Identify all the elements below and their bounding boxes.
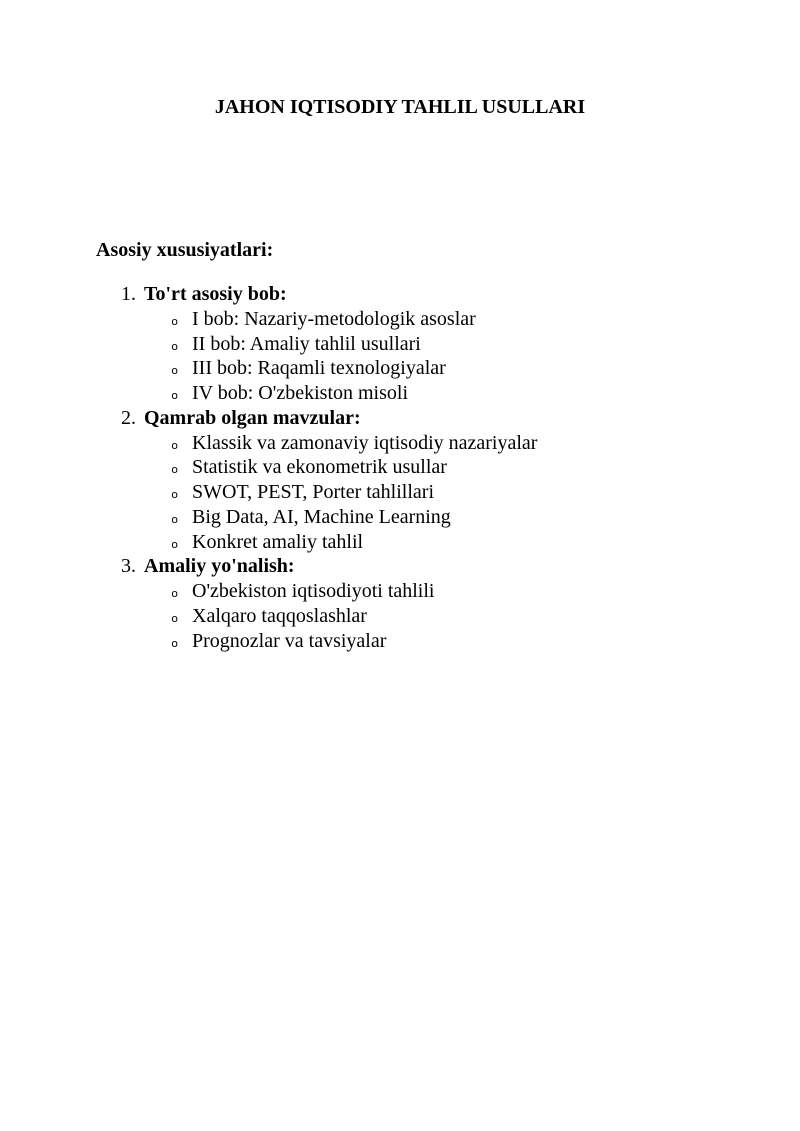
sub-list-item: o Statistik va ekonometrik usullar — [96, 455, 537, 480]
list-item — [96, 282, 537, 406]
sub-list-item: o I bob: Nazariy-metodologik asoslar — [96, 307, 537, 332]
sub-list-item: o Klassik va zamonaviy iqtisodiy nazariyalar — [96, 431, 537, 456]
sub-list-item: o Prognozlar va tavsiyalar — [96, 629, 537, 654]
section-heading: Asosiy xususiyatlari: — [96, 239, 274, 261]
document-title: JAHON IQTISODIY TAHLIL USULLARI — [214, 96, 586, 118]
circle-bullet-icon: o — [171, 512, 178, 526]
circle-bullet-icon: o — [171, 488, 178, 502]
sub-list-item: o II bob: Amaliy tahlil usullari — [96, 332, 537, 357]
circle-bullet-icon: o — [171, 339, 178, 353]
circle-bullet-icon: o — [171, 611, 178, 625]
circle-bullet-icon: o — [171, 587, 178, 601]
circle-bullet-icon: o — [171, 438, 178, 452]
circle-bullet-icon: o — [171, 463, 178, 477]
sub-list-item: o Konkret amaliy tahlil — [96, 530, 537, 555]
circle-bullet-icon: o — [171, 537, 178, 551]
circle-bullet-icon: o — [171, 364, 178, 378]
item-number: 3. — [121, 555, 136, 578]
list-item — [96, 406, 537, 554]
item-label: Qamrab olgan mavzular: — [144, 406, 361, 429]
item-label: Amaliy yo'nalish: — [144, 555, 295, 578]
item-number: 1. — [121, 283, 136, 305]
list-item — [96, 554, 537, 653]
circle-bullet-icon: o — [171, 636, 178, 650]
sub-list — [96, 307, 537, 406]
circle-bullet-icon: o — [171, 315, 178, 328]
sub-list-item: o Big Data, AI, Machine Learning — [96, 505, 537, 530]
item-label: To'rt asosiy bob: — [144, 283, 287, 305]
sub-list-item: o Xalqaro taqqoslashlar — [96, 604, 537, 629]
sub-list-item: o IV bob: O'zbekiston misoli — [96, 381, 537, 406]
item-number: 2. — [121, 406, 136, 429]
circle-bullet-icon: o — [171, 389, 178, 403]
sub-list-item: o O'zbekiston iqtisodiyoti tahlili — [96, 579, 537, 604]
main-list — [96, 282, 537, 653]
sub-list — [96, 579, 537, 653]
sub-list — [96, 431, 537, 554]
sub-list-item: o III bob: Raqamli texnologiyalar — [96, 356, 537, 381]
sub-list-item: o SWOT, PEST, Porter tahlillari — [96, 480, 537, 505]
